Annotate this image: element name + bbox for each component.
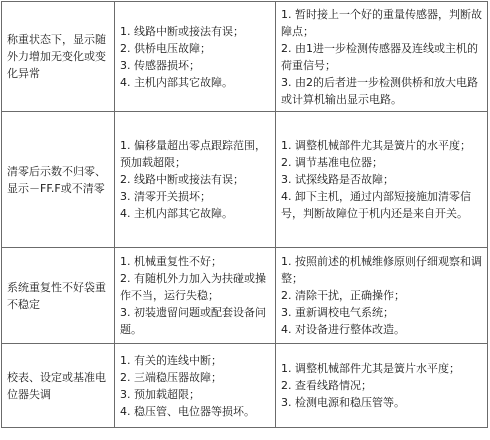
cause-item: 4. 稳压管、电位器等损坏。 xyxy=(120,404,255,418)
remedy-item: 3. 试探线路是否故障； xyxy=(281,173,394,186)
cause-item: 1. 偏移量超出零点跟踪范围，预加载超限； xyxy=(120,139,266,169)
remedy-cell xyxy=(276,2,488,112)
remedy-item: 1. 调整机械部件尤其是簧片的水平度； xyxy=(281,139,471,152)
symptom-cell xyxy=(2,2,115,112)
cause-item: 4. 主机内部其它故障。 xyxy=(120,75,233,89)
symptom-text: 系统重复性不好袋重不稳定 xyxy=(7,280,106,311)
table-row xyxy=(2,112,488,248)
fault-table xyxy=(1,1,488,428)
cause-item: 2. 线路中断或接法有误； xyxy=(120,173,244,186)
remedy-item: 4. 卸下主机，通过内部短接施加清零信号，判断故障位于机内还是来自开关。 xyxy=(281,190,471,220)
cause-item: 3. 预加载超限； xyxy=(120,387,200,401)
cause-item: 4. 主机内部其它故障。 xyxy=(120,207,233,220)
cause-cell xyxy=(115,248,276,344)
cause-item: 3. 传感器损坏； xyxy=(120,58,200,72)
symptom-text: 称重状态下，显示随外力增加无变化或变化异常 xyxy=(7,33,106,80)
cause-item: 2. 供桥电压故障； xyxy=(120,41,211,55)
remedy-item: 2. 查看线路情况； xyxy=(281,379,372,392)
remedy-cell xyxy=(276,112,488,248)
remedy-item: 2. 调节基准电位器； xyxy=(281,156,383,169)
remedy-item: 4. 对设备进行整体改造。 xyxy=(281,323,405,336)
cause-cell xyxy=(115,344,276,428)
cause-cell xyxy=(115,2,276,112)
remedy-cell xyxy=(276,248,488,344)
remedy-item: 1. 按照前述的机械维修原则仔细观察和调整； xyxy=(281,255,482,285)
remedy-item: 1. 暂时接上一个好的重量传感器，判断故障点； xyxy=(281,7,482,38)
remedy-cell xyxy=(276,344,488,428)
remedy-item: 1. 调整机械部件尤其是簧片水平度； xyxy=(281,362,460,375)
cause-item: 2. 三端稳压器故障； xyxy=(120,370,222,384)
cause-item: 3. 初装遗留问题或配套设备问题。 xyxy=(120,306,266,336)
remedy-item: 3. 重新调校电气系统； xyxy=(281,306,394,319)
symptom-cell xyxy=(2,248,115,344)
cause-cell xyxy=(115,112,276,248)
remedy-item: 3. 由2的后者进一步检测供桥和放大电路或计算机输出显示电路。 xyxy=(281,75,478,106)
remedy-item: 3. 检测电源和稳压管等。 xyxy=(281,396,405,409)
table-row xyxy=(2,344,488,428)
cause-item: 3. 清零开关损坏； xyxy=(120,190,211,203)
cause-item: 1. 机械重复性不好； xyxy=(120,255,222,268)
remedy-item: 2. 由1进一步检测传感器及连线或主机的荷重信号； xyxy=(281,41,478,72)
symptom-cell xyxy=(2,112,115,248)
remedy-item: 2. 清除干扰，正确操作； xyxy=(281,289,405,302)
cause-item: 1. 线路中断或接法有误； xyxy=(120,24,244,38)
symptom-text: 校表、设定或基准电位器失调 xyxy=(7,370,106,401)
symptom-cell xyxy=(2,344,115,428)
cause-item: 1. 有关的连线中断； xyxy=(120,353,222,367)
table-row xyxy=(2,2,488,112)
symptom-text: 清零后示数不归零、显示－FF.F或不清零 xyxy=(7,164,106,195)
cause-item: 2. 有随机外力加入为扶碰或操作不当，运行失稳； xyxy=(120,272,266,302)
table-row xyxy=(2,248,488,344)
